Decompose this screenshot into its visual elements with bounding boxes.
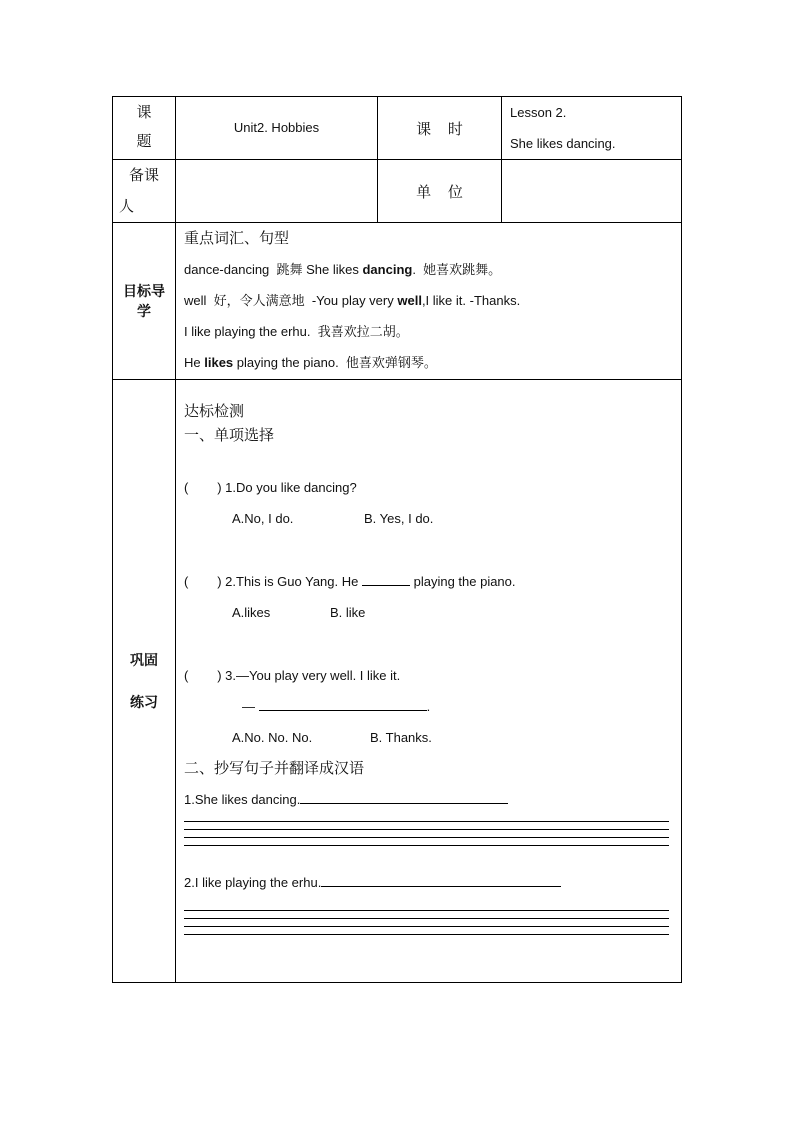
writing-line bbox=[184, 837, 669, 845]
topic-label-cell bbox=[113, 97, 176, 160]
goals-line-1-c: . 她喜欢跳舞。 bbox=[412, 262, 502, 277]
question-2 bbox=[176, 566, 681, 597]
question-3-blank bbox=[259, 698, 427, 711]
unit-label: 单 位 bbox=[416, 183, 463, 201]
writing-line bbox=[184, 821, 669, 829]
goals-line-2-c: ,I like it. -Thanks. bbox=[421, 293, 521, 308]
section-2-title: 二、抄写句子并翻译成汉语 bbox=[184, 760, 365, 777]
topic-label-2: 题 bbox=[136, 133, 152, 150]
question-2-pre: ( ) 2.This is Guo Yang. He bbox=[184, 574, 362, 589]
goals-line-2 bbox=[176, 285, 681, 316]
topic-value: Unit2. Hobbies bbox=[233, 120, 320, 135]
sentence-2-writing-lines bbox=[184, 910, 669, 942]
question-3: ( ) 3.—You play very well. I like it. bbox=[184, 668, 401, 683]
lesson-cell bbox=[502, 97, 682, 160]
practice-content-cell bbox=[176, 380, 682, 983]
question-2-options bbox=[176, 597, 681, 628]
period-label: 课 时 bbox=[416, 120, 463, 138]
goals-label: 目标导学 bbox=[123, 283, 165, 319]
sentence-2-text: 2.I like playing the erhu. bbox=[184, 875, 322, 890]
lesson-line-1: Lesson 2. bbox=[510, 105, 567, 120]
goals-line-2-a: well 好，令人满意地 -You play very bbox=[184, 293, 398, 308]
goals-heading: 重点词汇、句型 bbox=[184, 230, 290, 247]
sentence-2-blank bbox=[321, 874, 561, 887]
question-1-option-b: B. Yes, I do. bbox=[364, 511, 434, 526]
writing-line bbox=[184, 829, 669, 837]
question-2-blank bbox=[362, 573, 410, 586]
row-practice bbox=[113, 380, 682, 983]
question-2-option-a: A.likes bbox=[232, 605, 271, 620]
unit-value-cell bbox=[502, 160, 682, 223]
question-3-option-b: B. Thanks. bbox=[370, 730, 432, 745]
lesson-line-2: She likes dancing. bbox=[510, 136, 616, 151]
goals-line-4 bbox=[176, 347, 681, 378]
sentence-1-writing-lines bbox=[184, 821, 669, 853]
question-2-post: playing the piano. bbox=[409, 574, 516, 589]
unit-label-cell bbox=[378, 160, 502, 223]
practice-label-1: 巩固 bbox=[130, 652, 158, 668]
topic-value-cell bbox=[176, 97, 378, 160]
preparer-label-cell bbox=[113, 160, 176, 223]
question-3-option-a: A.No. No. No. bbox=[232, 730, 313, 745]
goals-line-1-a: dance-dancing 跳舞 She likes bbox=[184, 262, 363, 277]
question-3-reply-dash: — bbox=[242, 699, 259, 714]
goals-line-4-c: playing the piano. 他喜欢弹钢琴。 bbox=[233, 355, 437, 370]
period-label-cell bbox=[378, 97, 502, 160]
goals-line-4-a: He bbox=[184, 355, 205, 370]
question-3-reply bbox=[176, 691, 681, 722]
sentence-2 bbox=[176, 867, 681, 898]
practice-label-cell bbox=[113, 380, 176, 983]
lesson-plan-table bbox=[112, 96, 682, 983]
sentence-1 bbox=[176, 784, 681, 815]
row-goals bbox=[113, 223, 682, 380]
sentence-1-blank bbox=[300, 791, 508, 804]
goals-content-cell bbox=[176, 223, 682, 380]
writing-line bbox=[184, 926, 669, 934]
row-topic bbox=[113, 97, 682, 160]
goals-line-3: I like playing the erhu. 我喜欢拉二胡。 bbox=[184, 324, 409, 339]
question-1-option-a: A.No, I do. bbox=[232, 511, 294, 526]
goals-line-1 bbox=[176, 254, 681, 285]
preparer-value-cell bbox=[176, 160, 378, 223]
lesson-plan-sheet bbox=[112, 96, 681, 983]
question-3-options bbox=[176, 722, 681, 753]
topic-label-1: 课 bbox=[136, 104, 152, 121]
writing-line bbox=[184, 845, 669, 853]
question-1: ( ) 1.Do you like dancing? bbox=[184, 480, 357, 495]
goals-line-1-b: dancing bbox=[362, 262, 413, 277]
goals-line-2-b: well bbox=[397, 293, 422, 308]
writing-line bbox=[184, 910, 669, 918]
section-1-title: 一、单项选择 bbox=[184, 427, 275, 444]
preparer-label-1: 备课 bbox=[128, 167, 159, 184]
goals-label-cell bbox=[113, 223, 176, 380]
writing-line bbox=[184, 918, 669, 926]
question-2-option-b: B. like bbox=[330, 605, 366, 620]
practice-label-2: 练习 bbox=[130, 694, 158, 710]
practice-title: 达标检测 bbox=[184, 403, 245, 420]
goals-line-4-b: likes bbox=[204, 355, 234, 370]
question-3-end: . bbox=[426, 699, 431, 714]
sentence-1-text: 1.She likes dancing. bbox=[184, 792, 301, 807]
writing-line bbox=[184, 934, 669, 942]
row-preparer bbox=[113, 160, 682, 223]
preparer-label-2: 人 bbox=[119, 198, 135, 215]
question-1-options bbox=[176, 503, 681, 534]
